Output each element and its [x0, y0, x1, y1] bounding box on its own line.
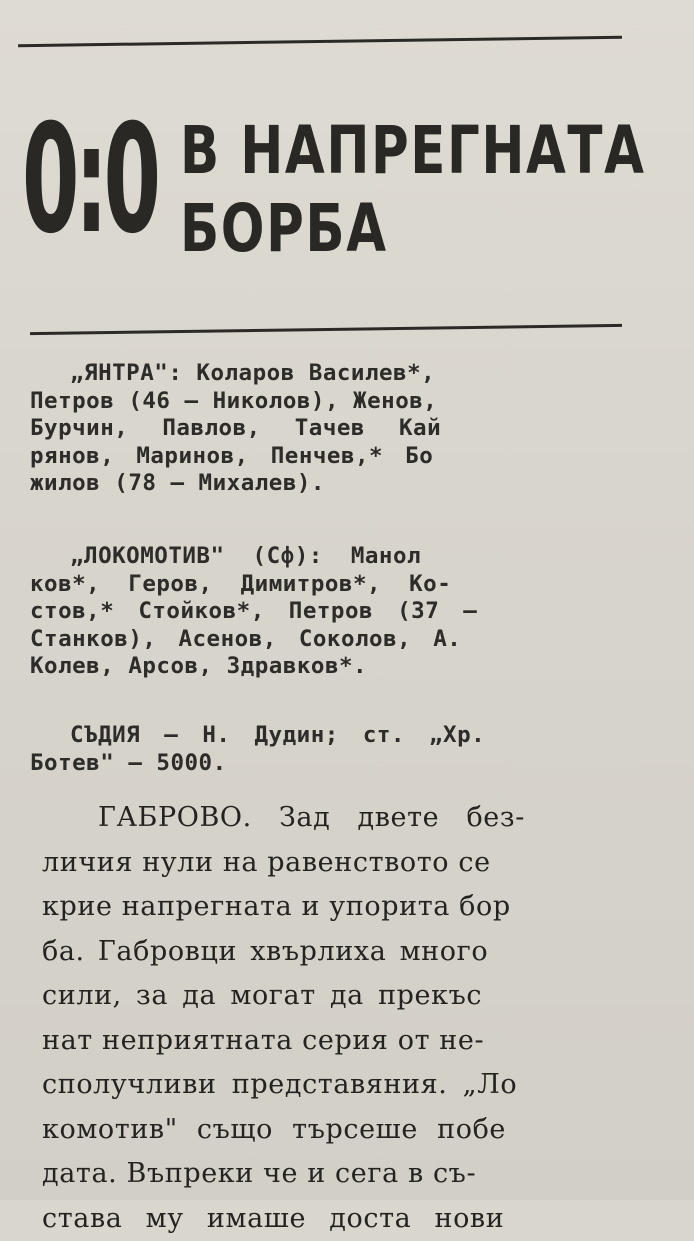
article-body — [42, 796, 662, 1241]
article-line: комотив" също търсеше побе — [42, 1108, 662, 1153]
article-line: крие напрегната и упорита бор — [42, 885, 662, 930]
article-line: нат неприятната серия от не- — [42, 1019, 662, 1064]
article-line: сполучливи представяния. „Ло — [42, 1063, 662, 1108]
article-line: ГАБРОВО. Зад двете без- — [42, 796, 662, 841]
team-lokomotiv-lineup — [30, 543, 642, 681]
referee-line: СЪДИЯ — Н. Дудин; ст. „Хр. — [30, 722, 642, 750]
article-line: ба. Габровци хвърлиха много — [42, 930, 662, 975]
article-line: дата. Въпреки че и сега в съ- — [42, 1152, 662, 1197]
lineup-line: стов,* Стойков*, Петров (37 — — [30, 598, 642, 626]
article-line: става му имаше доста нови — [42, 1197, 662, 1241]
article-line: личия нули на равенството се — [42, 841, 662, 886]
headline-line: БОРБА — [180, 190, 645, 268]
top-divider-rule — [18, 36, 622, 47]
headline-line: В НАПРЕГНАТА — [180, 112, 645, 190]
referee-line: Ботев" — 5000. — [30, 750, 642, 778]
lineup-line: жилов (78 — Михалев). — [30, 470, 642, 498]
lineup-line: Бурчин, Павлов, Тачев Кай — [30, 415, 642, 443]
headline-divider-rule — [30, 324, 622, 335]
lineup-line: Колев, Арсов, Здравков*. — [30, 653, 642, 681]
article-line: сили, за да могат да прекъс — [42, 974, 662, 1019]
lineup-line: „ЛОКОМОТИВ" (Сф): Манол — [30, 543, 642, 571]
lineup-line: ков*, Геров, Димитров*, Ко- — [30, 571, 642, 599]
lineup-line: рянов, Маринов, Пенчев,* Бо — [30, 443, 642, 471]
lineup-line: „ЯНТРА": Коларов Василев*, — [30, 360, 642, 388]
team-yantra-lineup — [30, 360, 642, 498]
lineup-line: Петров (46 — Николов), Женов, — [30, 388, 642, 416]
referee-and-venue — [30, 722, 642, 777]
lineup-line: Станков), Асенов, Соколов, А. — [30, 626, 642, 654]
match-score: 0:0 — [22, 105, 157, 255]
article-headline — [180, 112, 645, 268]
